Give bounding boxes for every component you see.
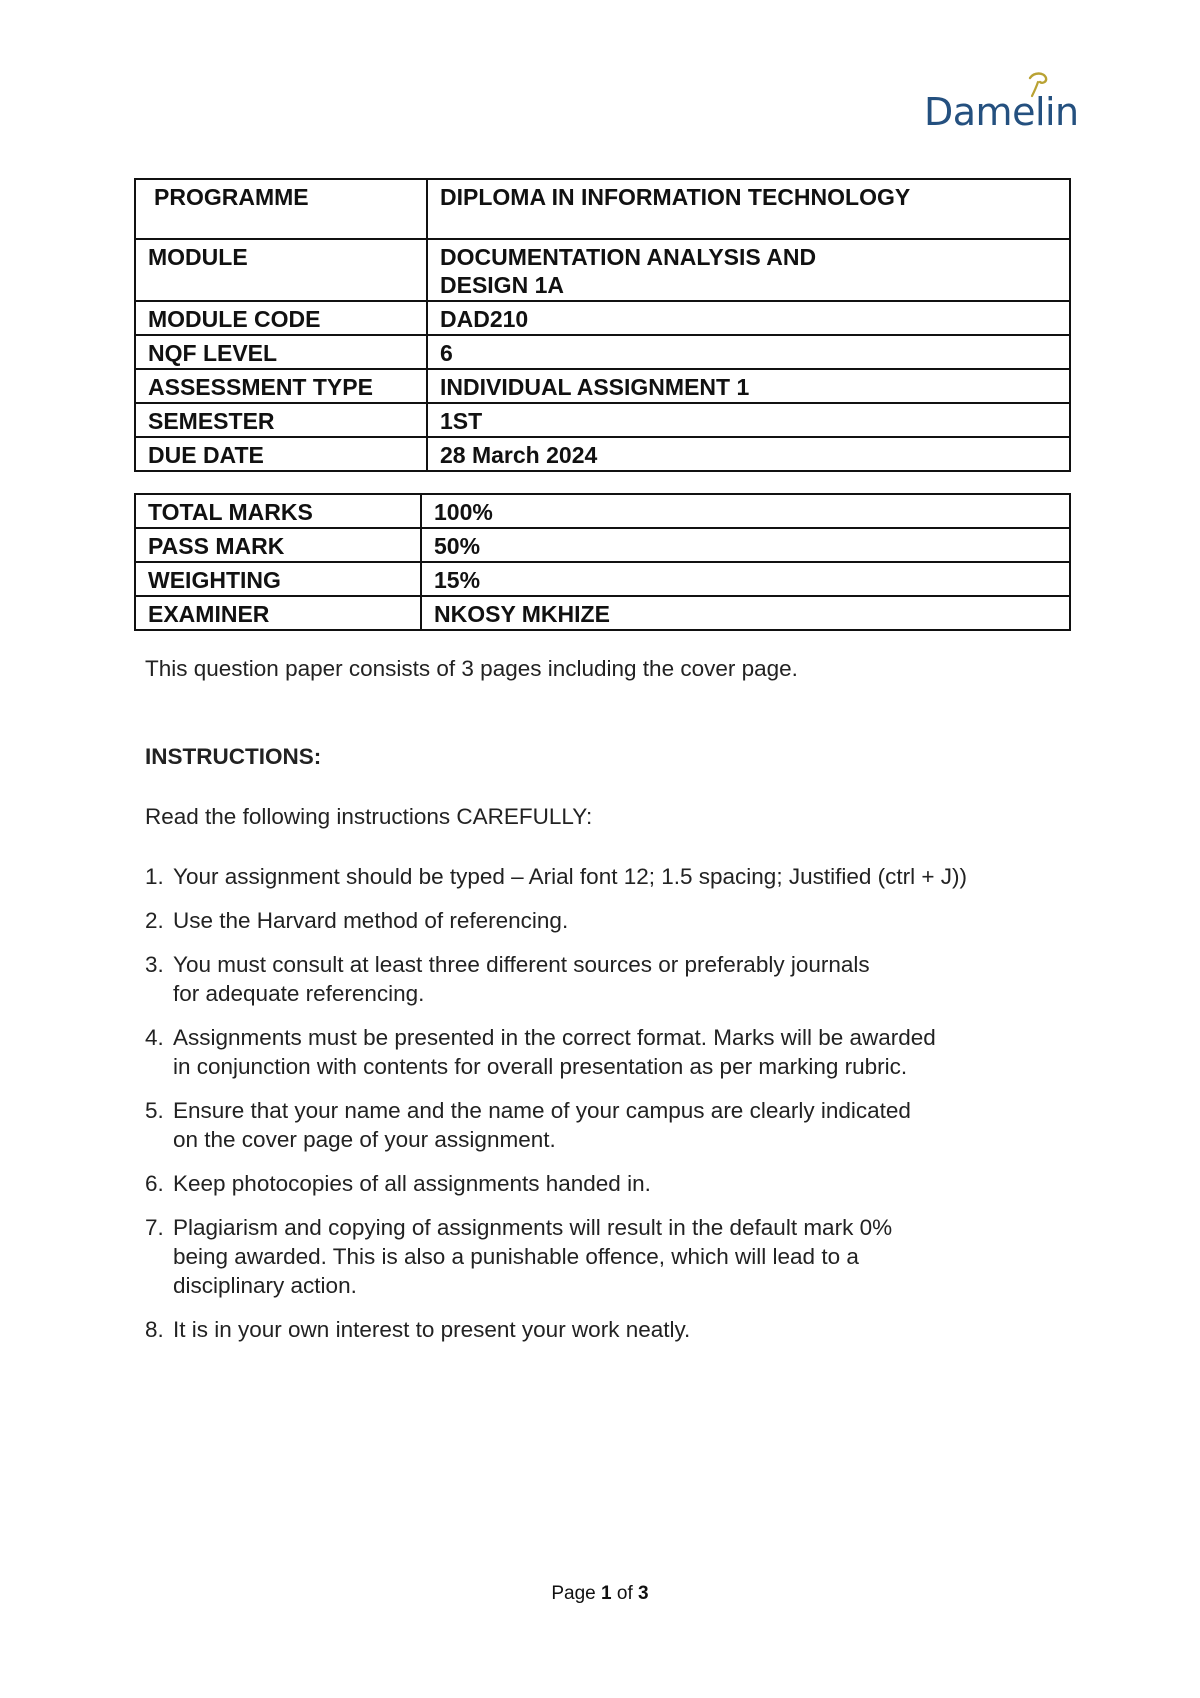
examiner-value: NKOSY MKHIZE [421,596,1070,630]
page-footer [0,1583,1200,1605]
item-number: 4. [145,1025,164,1050]
item-text: It is in your own interest to present your work neatly. [173,1317,691,1342]
list-item [145,862,1065,891]
list-item [145,1213,1065,1300]
of-label: of [616,1583,633,1604]
list-item [145,1096,1065,1154]
damelin-logo [924,70,1079,134]
table-row [135,437,1070,471]
module-code-label: MODULE CODE [135,301,427,335]
item-text: Assignments must be presented in the correct format. Marks will be awarded in conjunction with contents for overall presentation as per marking rubric. [173,1025,936,1079]
table-row [135,596,1070,630]
programme-label: PROGRAMME [135,179,427,239]
due-date-label: DUE DATE [135,437,427,471]
list-item [145,950,1065,1008]
instructions-intro: Read the following instructions CAREFULLY: [145,804,593,829]
nqf-level-value: 6 [427,335,1070,369]
list-item [145,1023,1065,1081]
page-count-note: This question paper consists of 3 pages including the cover page. [145,656,798,681]
semester-value: 1ST [427,403,1070,437]
table-row [135,239,1070,301]
module-code-value: DAD210 [427,301,1070,335]
table-row [135,403,1070,437]
examiner-label: EXAMINER [135,596,421,630]
table-row [135,494,1070,528]
instructions-heading: INSTRUCTIONS: [145,744,322,769]
table-row [135,369,1070,403]
page-total: 3 [638,1583,649,1604]
pass-mark-label: PASS MARK [135,528,421,562]
item-number: 8. [145,1317,164,1342]
list-item [145,1315,1065,1344]
item-number: 2. [145,908,164,933]
item-number: 7. [145,1215,164,1240]
table-row [135,528,1070,562]
pass-mark-value: 50% [421,528,1070,562]
table-row [135,562,1070,596]
item-number: 3. [145,952,164,977]
nqf-level-label: NQF LEVEL [135,335,427,369]
table-row [135,301,1070,335]
item-text: Keep photocopies of all assignments handed in. [173,1171,651,1196]
page-label: Page [551,1583,596,1604]
logo-wordmark: Damelin [924,90,1079,134]
due-date-value: 28 March 2024 [427,437,1070,471]
item-text: Ensure that your name and the name of your campus are clearly indicated on the cover page of your assignment. [173,1098,911,1152]
total-marks-label: TOTAL MARKS [135,494,421,528]
weighting-label: WEIGHTING [135,562,421,596]
list-item [145,1169,1065,1198]
marks-table [134,493,1071,631]
module-label: MODULE [135,239,427,301]
item-number: 5. [145,1098,164,1123]
semester-label: SEMESTER [135,403,427,437]
item-text: Use the Harvard method of referencing. [173,908,569,933]
item-text: Plagiarism and copying of assignments will result in the default mark 0% being awarded. This is also a punishable offence, which will lead to a disciplinary action. [173,1215,893,1298]
table-row [135,335,1070,369]
table-row [135,179,1070,239]
item-text: You must consult at least three different sources or preferably journals for adequate referencing. [173,952,870,1006]
weighting-value: 15% [421,562,1070,596]
item-number: 6. [145,1171,164,1196]
list-item [145,906,1065,935]
instructions-list [145,862,1065,1359]
module-value: DOCUMENTATION ANALYSIS AND DESIGN 1A [427,239,1070,301]
total-marks-value: 100% [421,494,1070,528]
module-info-table [134,178,1071,472]
programme-value: DIPLOMA IN INFORMATION TECHNOLOGY [427,179,1070,239]
item-text: Your assignment should be typed – Arial font 12; 1.5 spacing; Justified (ctrl + J)) [173,864,967,889]
item-number: 1. [145,864,164,889]
assessment-type-value: INDIVIDUAL ASSIGNMENT 1 [427,369,1070,403]
assessment-type-label: ASSESSMENT TYPE [135,369,427,403]
page-number: 1 [601,1583,612,1604]
